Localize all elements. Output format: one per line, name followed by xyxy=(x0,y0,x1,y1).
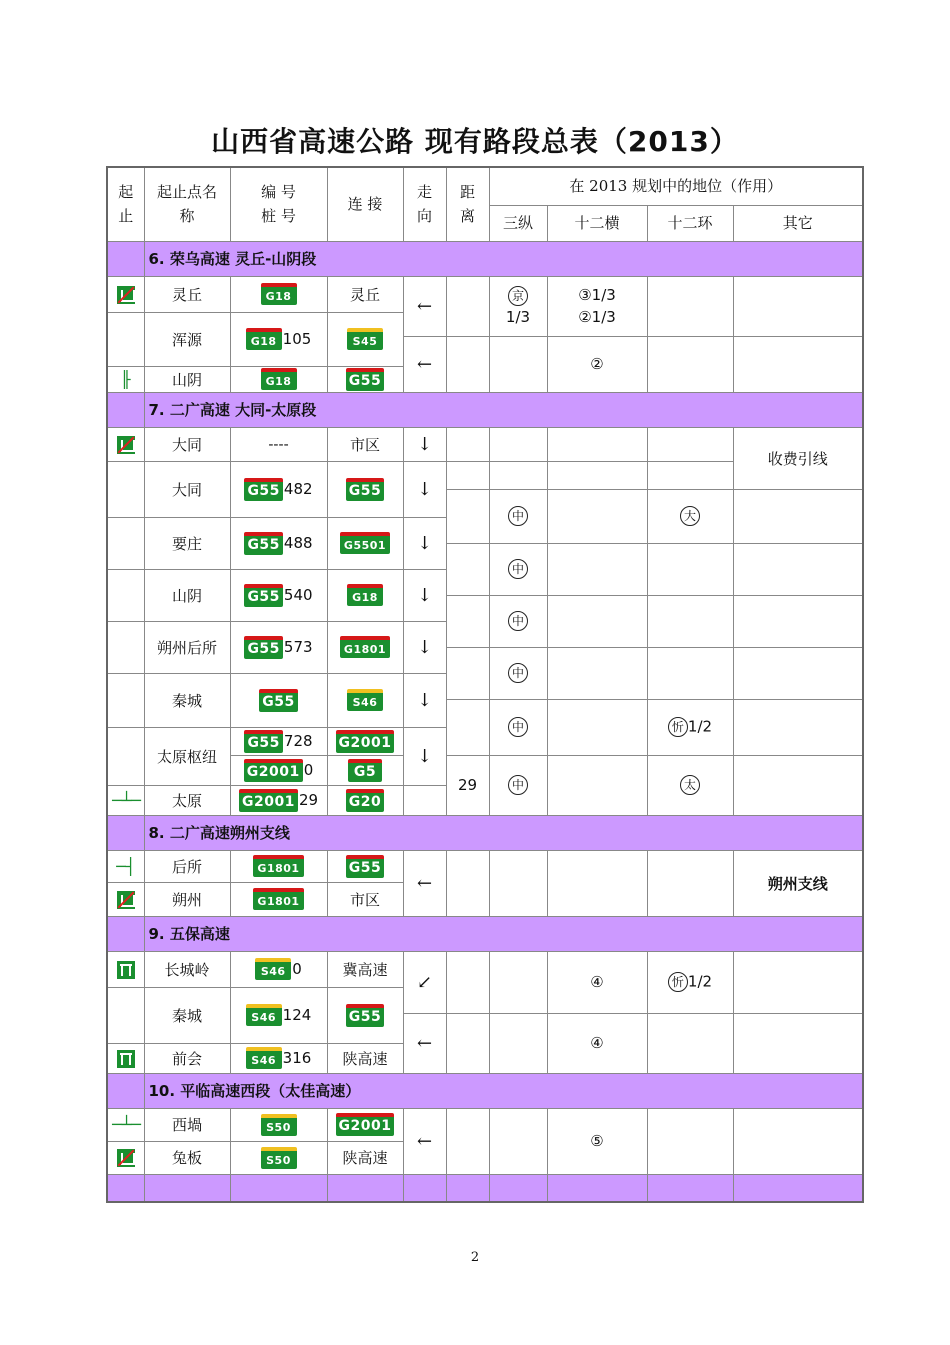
junction-icon: ─┤ xyxy=(116,856,136,876)
plan-symbol: 中 xyxy=(508,611,528,631)
start-end-icon xyxy=(117,436,135,454)
direction-arrow: ↓ xyxy=(416,689,433,711)
heng-value: ④ xyxy=(547,1013,647,1073)
heng-value: ②1/3 xyxy=(578,308,616,326)
station-name: 朔州后所 xyxy=(144,621,230,673)
connect-text: 冀高速 xyxy=(327,951,403,987)
junction-icon: ─┴─ xyxy=(112,790,141,810)
other-note: 收费引线 xyxy=(733,427,863,489)
km-marker: 0 xyxy=(303,761,314,779)
km-marker: 124 xyxy=(282,1006,312,1024)
header-other: 其它 xyxy=(733,205,863,241)
huan-symbol: 忻 xyxy=(668,972,688,992)
route-badge: G55 xyxy=(346,368,384,391)
direction-arrow: ← xyxy=(416,353,433,375)
station-name: 兔板 xyxy=(144,1141,230,1174)
heng-value: ④ xyxy=(547,951,647,1013)
route-badge: S50 xyxy=(261,1114,297,1136)
header-name: 起止点名 称 xyxy=(144,167,230,241)
expressway-icon xyxy=(117,1050,135,1068)
route-badge: G55 xyxy=(346,1004,384,1027)
route-badge: G20 xyxy=(346,789,384,812)
header-plan: 在 2013 规划中的地位（作用） xyxy=(489,167,863,205)
section-row xyxy=(107,1073,863,1108)
route-badge: G55 xyxy=(346,478,384,501)
direction-arrow: ← xyxy=(416,1130,433,1152)
route-badge: G55 xyxy=(244,478,282,501)
route-badge: S45 xyxy=(347,328,383,350)
direction-arrow: ↙ xyxy=(416,971,433,993)
direction-arrow: ↓ xyxy=(416,584,433,606)
header-distance: 距离 xyxy=(446,167,489,241)
huan-symbol: 忻 xyxy=(668,717,688,737)
route-badge: G2001 xyxy=(336,730,395,753)
km-marker: 488 xyxy=(283,534,313,552)
plan-symbol: 中 xyxy=(508,775,528,795)
direction-arrow: ← xyxy=(416,295,433,317)
route-badge: G1801 xyxy=(253,888,303,910)
header-direction: 走向 xyxy=(403,167,446,241)
station-name: 大同 xyxy=(144,461,230,517)
connect-text: 陕高速 xyxy=(327,1043,403,1073)
route-badge: G2001 xyxy=(239,789,298,812)
junction-icon: ─┴─ xyxy=(112,1115,141,1134)
route-badge: S46 xyxy=(246,1047,282,1069)
plan-symbol: 京 xyxy=(508,286,528,306)
plan-symbol: 中 xyxy=(508,717,528,737)
other-note: 朔州支线 xyxy=(733,850,863,916)
connect-text: 市区 xyxy=(327,427,403,461)
huan-fraction: 1/2 xyxy=(687,717,713,736)
junction-icon: ╟ xyxy=(120,369,131,389)
station-name: 太原枢纽 xyxy=(144,727,230,785)
direction-arrow: ↓ xyxy=(416,532,433,554)
section-title: 9. 五保高速 xyxy=(144,916,863,951)
route-badge: G18 xyxy=(246,328,282,350)
station-name: 山阴 xyxy=(144,366,230,392)
start-end-icon xyxy=(117,891,135,909)
connect-text: 陕高速 xyxy=(327,1141,403,1174)
section-row xyxy=(107,916,863,951)
route-badge: G18 xyxy=(261,368,297,390)
header-sanzong: 三纵 xyxy=(489,205,547,241)
header-qizhi: 起止 xyxy=(107,167,144,241)
road-section-table xyxy=(106,166,864,1203)
start-end-icon xyxy=(117,1149,135,1167)
station-name: 秦城 xyxy=(144,673,230,727)
route-badge: G5 xyxy=(348,759,382,782)
huan-fraction: 1/2 xyxy=(687,972,713,991)
start-end-icon xyxy=(117,286,135,304)
km-marker: 316 xyxy=(282,1049,312,1067)
km-marker: 105 xyxy=(282,330,312,348)
section-title: 8. 二广高速朔州支线 xyxy=(144,815,863,850)
route-badge: G55 xyxy=(259,689,297,712)
plan-symbol: 中 xyxy=(508,663,528,683)
page-number: 2 xyxy=(470,1250,480,1265)
km-marker: 482 xyxy=(283,480,313,498)
section-title: 6. 荣乌高速 灵丘-山阴段 xyxy=(144,241,863,276)
station-name: 太原 xyxy=(144,785,230,815)
route-badge: G2001 xyxy=(244,759,303,782)
distance-value: 29 xyxy=(446,755,489,815)
route-badge: G1801 xyxy=(340,636,390,658)
km-marker: 573 xyxy=(283,638,313,656)
header-connect: 连 接 xyxy=(327,167,403,241)
header-code: 编 号桩 号 xyxy=(230,167,327,241)
station-name: 长城岭 xyxy=(144,951,230,987)
station-name: 秦城 xyxy=(144,987,230,1043)
route-badge: G1801 xyxy=(253,855,303,877)
km-marker: 29 xyxy=(298,791,319,809)
station-name: 西堝 xyxy=(144,1108,230,1141)
station-name: 大同 xyxy=(144,427,230,461)
code-text: ---- xyxy=(230,427,327,461)
heng-value: ③1/3 xyxy=(578,286,616,304)
route-badge: S46 xyxy=(255,958,291,980)
heng-value: ⑤ xyxy=(547,1108,647,1174)
km-marker: 540 xyxy=(283,586,313,604)
section-row xyxy=(107,392,863,427)
heng-value: ② xyxy=(547,336,647,392)
route-badge: G5501 xyxy=(340,532,390,554)
header-shierhuan: 十二环 xyxy=(647,205,733,241)
table-end-row xyxy=(107,1174,863,1202)
connect-text: 灵丘 xyxy=(327,276,403,312)
direction-arrow: ↓ xyxy=(416,433,433,455)
section-row xyxy=(107,815,863,850)
route-badge: G18 xyxy=(261,283,297,305)
station-name: 朔州 xyxy=(144,882,230,916)
route-badge: G55 xyxy=(244,636,282,659)
route-badge: S50 xyxy=(261,1147,297,1169)
plan-symbol: 中 xyxy=(508,559,528,579)
header-shierheng: 十二横 xyxy=(547,205,647,241)
km-marker: 0 xyxy=(292,960,302,978)
route-badge: S46 xyxy=(246,1004,282,1026)
plan-symbol: 中 xyxy=(508,506,528,526)
route-badge: G55 xyxy=(346,855,384,878)
direction-arrow: ← xyxy=(416,872,433,894)
station-name: 要庄 xyxy=(144,517,230,569)
section-title: 7. 二广高速 大同-太原段 xyxy=(144,392,863,427)
direction-arrow: ↓ xyxy=(416,745,433,767)
direction-arrow: ↓ xyxy=(416,478,433,500)
section-row xyxy=(107,241,863,276)
expressway-icon xyxy=(117,961,135,979)
station-name: 灵丘 xyxy=(144,276,230,312)
route-badge: G2001 xyxy=(336,1113,395,1136)
km-marker: 728 xyxy=(283,732,313,750)
direction-arrow: ↓ xyxy=(416,636,433,658)
station-name: 前会 xyxy=(144,1043,230,1073)
page-title: 山西省高速公路 现有路段总表（2013） xyxy=(211,125,739,158)
route-badge: S46 xyxy=(347,689,383,711)
direction-arrow: ← xyxy=(416,1032,433,1054)
station-name: 浑源 xyxy=(144,312,230,366)
station-name: 后所 xyxy=(144,850,230,882)
huan-symbol: 太 xyxy=(680,775,700,795)
plan-fraction: 1/3 xyxy=(505,308,531,326)
section-title: 10. 平临高速西段（太佳高速） xyxy=(144,1073,863,1108)
huan-symbol: 大 xyxy=(680,506,700,526)
connect-text: 市区 xyxy=(327,882,403,916)
route-badge: G55 xyxy=(244,584,282,607)
station-name: 山阴 xyxy=(144,569,230,621)
route-badge: G18 xyxy=(347,584,383,606)
route-badge: G55 xyxy=(244,532,282,555)
route-badge: G55 xyxy=(244,730,282,753)
